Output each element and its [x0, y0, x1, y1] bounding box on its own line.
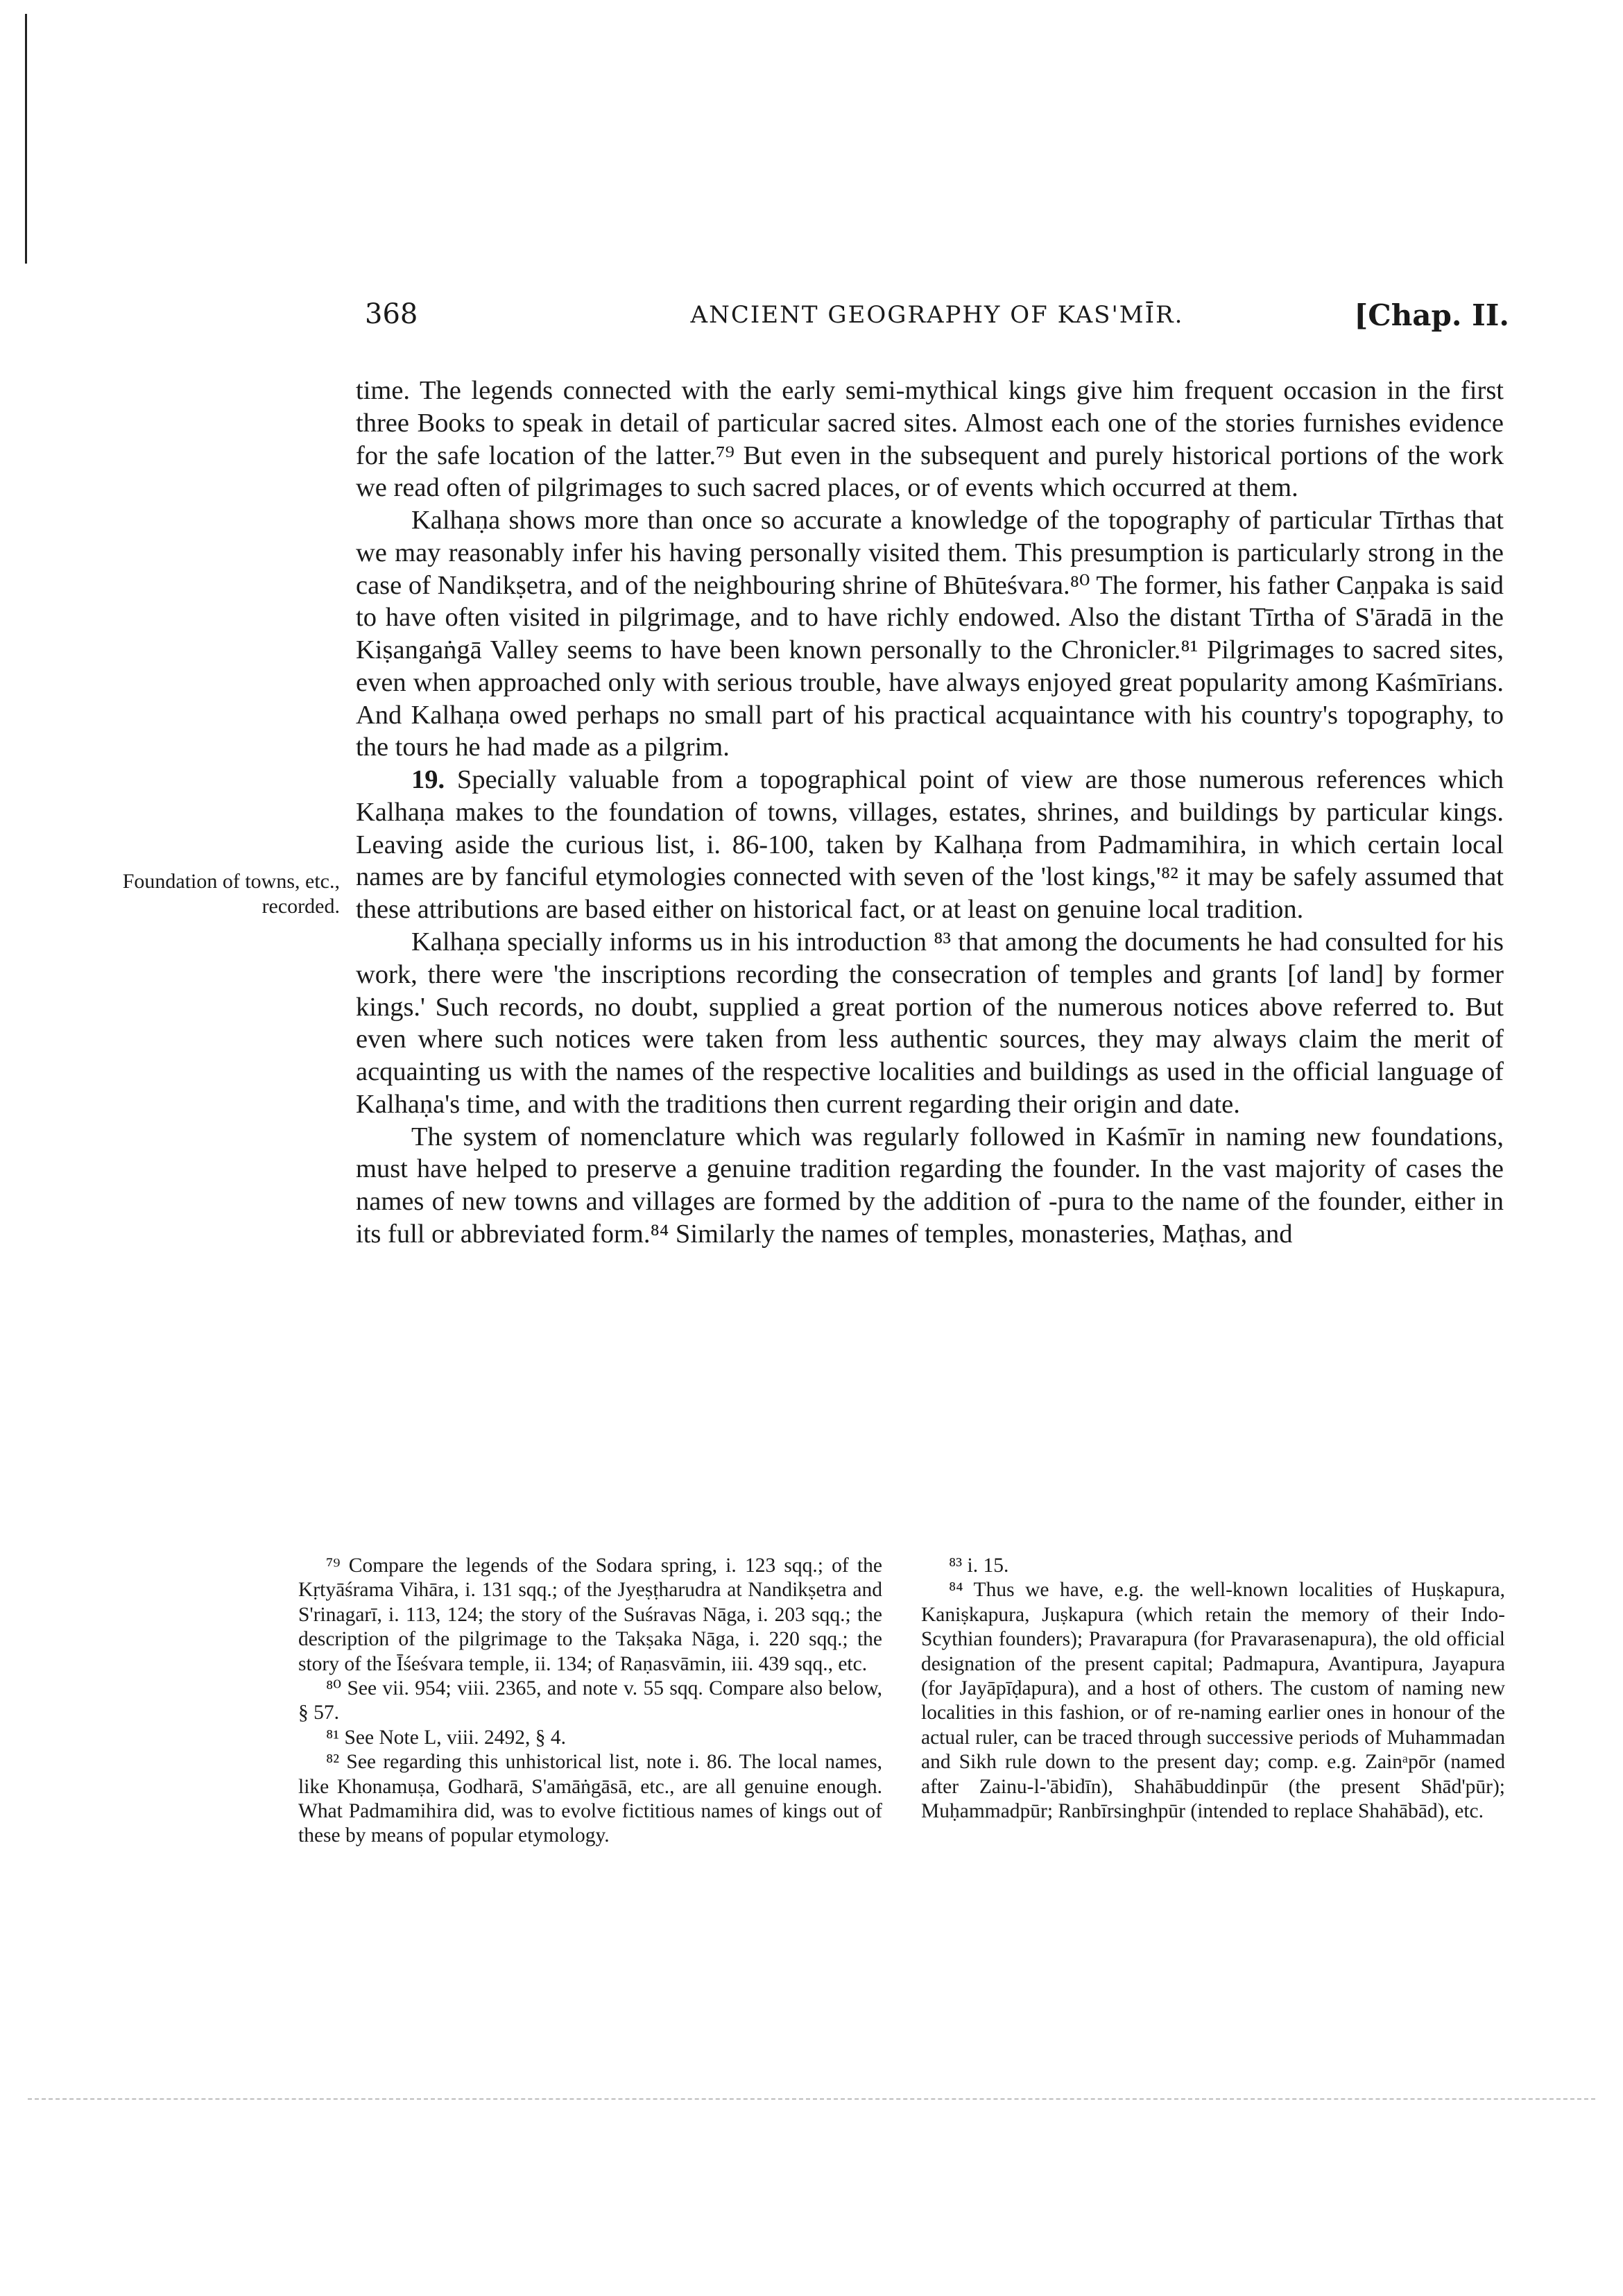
footnote-83: ⁸³ i. 15. [949, 1554, 1009, 1577]
paragraph-3 [356, 764, 1504, 926]
paragraph-3-text: Specially valuable from a topographical point of view are those numerous references which Kalhaṇa makes to the foundation of towns, villages, estates, shrines, and buildings by particular kings. Leaving aside the curious list, i. 86-100, taken by Kalhaṇa from Padmamihira, in which certain local names are by fanciful etymologies connected with seven of the 'lost kings,'⁸² it may be safely assumed that these attributions are based either on historical fact, or at least on genuine local tradition. [356, 765, 1504, 925]
footnotes [298, 1554, 1505, 1849]
footnotes-left-column [298, 1554, 882, 1849]
running-title: ANCIENT GEOGRAPHY OF KAS'MĪR. [690, 301, 1184, 329]
footnote-80: ⁸⁰ See vii. 954; viii. 2365, and note v. 55 sqq. Compare also below, § 57. [298, 1677, 882, 1724]
paragraph-4: Kalhaṇa specially informs us in his introduction ⁸³ that among the documents he had consulted for his work, there were 'the inscriptions recording the consecration of temples and grants [of land] by former kings.' Such records, no doubt, supplied a great portion of the numerous notices above referred to. But even where such notices were taken from less authentic sources, they may always claim the merit of acquainting us with the names of the respective localities and buildings as used in the official language of Kalhaṇa's time, and with the traditions then current regarding their origin and date. [356, 927, 1504, 1119]
footnote-84: ⁸⁴ Thus we have, e.g. the well-known localities of Huṣkapura, Kaniṣkapura, Juṣkapura (which retain the memory of their Indo-Scythian founders); Pravarapura (for Pravarasenapura), the old official designation of the present capital; Padmapura, Avantipura, Jayapura (for Jayāpīḍapura), and a host of others. The custom of naming new localities in this fashion, or of re-naming earlier ones in honour of the actual ruler, can be traced through successive periods of Muhammadan and Sikh rule down to the present day; comp. e.g. Zainᵃpōr (named after Zainu-l-'ābidīn), Shahābuddinpūr (the present Shād'pūr); Muḥammadpūr; Ranbīrsinghpūr (intended to replace Shahābād), etc. [921, 1579, 1505, 1822]
paragraph-5: The system of nomenclature which was regularly followed in Kaśmīr in naming new foundations, must have helped to preserve a genuine tradition regarding the founder. In the vast majority of cases the names of new towns and villages are formed by the addition of -pura to the name of the founder, either in its full or abbreviated form.⁸⁴ Similarly the names of temples, monasteries, Maṭhas, and [356, 1122, 1504, 1249]
scan-edge-line [25, 14, 27, 264]
page-number: 368 [365, 298, 418, 330]
margin-note: Foundation of towns, etc., recorded. [122, 870, 340, 918]
footnotes-right-column [921, 1554, 1505, 1849]
footnote-79: ⁷⁹ Compare the legends of the Sodara spring, i. 123 sqq.; of the Kṛtyāśrama Vihāra, i. 131 sqq.; of the Jyeṣṭharudra at Nandikṣetra and S'rinagarī, i. 113, 124; the story of the Suśravas Nāga, i. 203 sqq.; the description of the pilgrimage to the Takṣaka Nāga, i. 220 sqq.; the story of the Īśeśvara temple, ii. 134; of Raṇasvāmin, iii. 439 sqq., etc. [298, 1554, 882, 1675]
section-number: 19. [411, 765, 445, 795]
paragraph-2: Kalhaṇa shows more than once so accurate a knowledge of the topography of particular Tīrthas that we may reasonably infer his having personally visited them. This presumption is particularly strong in the case of Nandikṣetra, and of the neighbouring shrine of Bhūteśvara.⁸⁰ The former, his father Caṇpaka is said to have often visited in pilgrimage, and to have richly endowed. Also the distant Tīrtha of S'āradā in the Kiṣangaṅgā Valley seems to have been known personally to the Chronicler.⁸¹ Pilgrimages to sacred sites, even when approached only with serious trouble, have always enjoyed great popularity among Kaśmīrians. And Kalhaṇa owed perhaps no small part of his practical acquaintance with his country's topography, to the tours he had made as a pilgrim. [356, 506, 1504, 762]
page-header [365, 298, 1509, 340]
scan-bottom-rule [28, 2098, 1595, 2100]
paragraph-1: time. The legends connected with the early semi-mythical kings give him frequent occasion in the first three Books to speak in detail of particular sacred sites. Almost each one of the stories furnishes evidence for the safe location of the latter.⁷⁹ But even in the subsequent and purely historical portions of the work we read often of pilgrimages to such sacred places, or of events which occurred at them. [356, 376, 1504, 503]
footnote-82: ⁸² See regarding this unhistorical list, note i. 86. The local names, like Khonamuṣa, Godharā, S'amāṅgāsā, etc., are all genuine enough. What Padmamihira did, was to evolve fictitious names of kings out of these by means of popular etymology. [298, 1751, 882, 1847]
main-text [356, 375, 1504, 1251]
footnote-81: ⁸¹ See Note L, viii. 2492, § 4. [326, 1726, 567, 1749]
chapter-label: [Chap. II. [1354, 298, 1509, 332]
